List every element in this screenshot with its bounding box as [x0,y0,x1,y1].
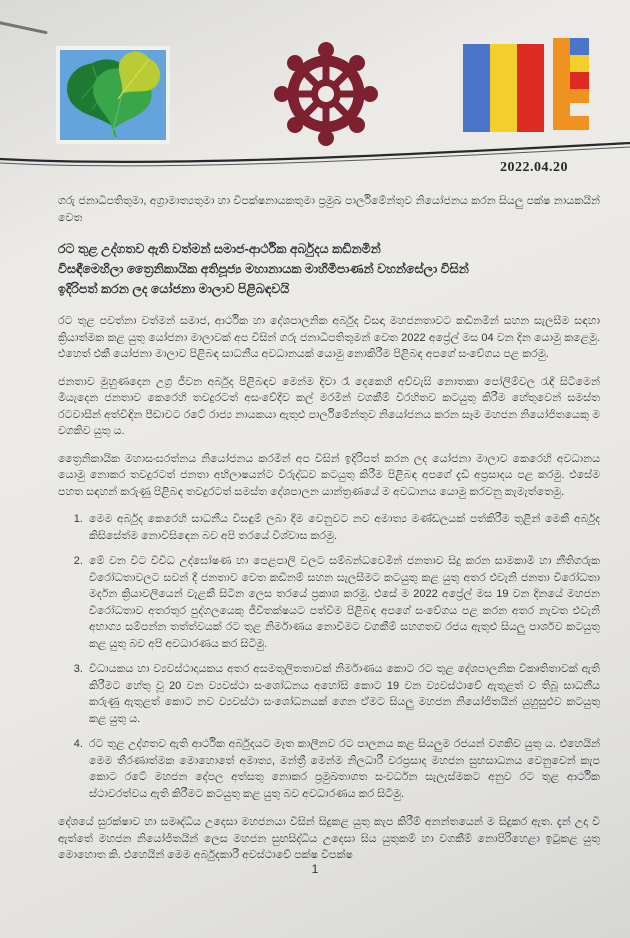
buddhist-flag-composite [553,38,589,130]
flag-stripe-yellow [490,44,517,132]
composite-yellow [570,55,589,72]
dharma-wheel-icon [272,38,380,150]
body-paragraphs [58,313,600,500]
paragraph: රට තුළ පවත්නා වත්මන් සමාජ, ආර්ථික හා දේශපාලනික අර්බුද විසඳා මහජනතාවට කඩිනමින් සහන සැලසීම සඳහා ක්‍රියාත්මක කළ යුතු යෝජනා මාලාවක් අප විසින් ගරු ජනාධිපතිතුමන් වෙත 2022 අප්‍රේල් මස 04 වන දින යොමු කළෙමු. එහෙත් එකී යෝජනා මාලාව පිළිබඳ සාධනීය අවධානයක් යොමු නොකිරීම පිළිබඳ අපගේ සංවේගය පළ කරමු. [58,315,600,360]
bo-leaf-graphic [60,50,166,140]
proposal-item: 2. මේ වන විට විවිධ උද්ඝෝෂණ හා පෙළපාලි වලට සම්බන්ධවෙමින් ජනතාව සිදු කරන සාමකාමී හා නීතිගරුක විරෝධතාවලට සවන් දී ජනතාව වෙත කඩිනම් සහන සැලසීමට කටයුතු කළ යුතු අතර එවැනි ජනතා විරෝධතා මර්දන ක්‍රියාවලියෙන් වැළකී සිටින ලෙස තරයේ ප්‍රකාශ කරමු. එසේ ම 2022 අප්‍රේල් මස 19 වන දිනයේ මහජන විරෝධතාව අතරතුර පුද්ගලයෙකු ජීවිතක්ෂයට පත්වීම පිළිබඳ අපගේ සංවේගය පළ කරන අතර නැවත එවැනි අභාග්‍ය සම්පන්න තත්ත්වයක් රට තුළ නිර්මාණය නොවීමට වගකීම් සහගතව රජය ඇතුළු සියලු පාර්ශව කටයුතු කළ යුතු බව අපි අවධාරණය කර සිටිමු. [86,553,600,652]
letter-date: 2022.04.20 [500,160,568,175]
buddhist-flag-stripes [463,44,544,132]
paragraph: ත්‍රෛනිකායික මහාසංඝරත්නය නියෝජනය කරමින් අප විසින් ඉදිරිපත් කරන ලද යෝජනා මාලාව කෙරෙහි අවධානය යොමු නොකර තවදුරටත් ජනතා අභිලාෂයන්ට විරුද්ධව කටයුතු කිරීම පිළිබඳ අපගේ දැඩි අප්‍රසාදය පළ කරමු. එසේම පහත සඳහන් කරුණු පිළිබඳ තවදුරටත් සමස්ත දේශපාලන යාන්ත්‍රණයේ ම අවධානය යොමු කරවනු කැමැත්තෙමු. [58,452,600,498]
flag-stripe-orange [553,38,570,130]
bo-leaves-image [60,50,166,140]
flag-composite-column [570,38,589,130]
paragraph: ජනතාව මුහුණදෙන උග්‍ර ජීවන අර්බුද පිළිබඳව මෙන්ම දිවා රෑ දෙකෙහි අව්වැසි නොතකා පෝලිම්වල රැඳී සිටීමෙන් මියැදෙන ජනතාව කෙරෙහි තවදුරටත් අසංවේදීව කල් මරමින් වගකීම් විරහිතව කටයුතු කිරීම හේතුවෙන් සමස්ත රටවාසීන් අත්විඳින පීඩාවට රටේ රාජ්‍ය නායකයා ඇතුළු පාර්ලිමේන්තුව නියෝජනය කරන සෑම මහජන නියෝජිතයෙකු ම වගකිව යුතු ය. [58,375,600,437]
dharma-wheel-graphic [272,38,380,150]
composite-blue [570,38,589,55]
composite-white [570,103,589,116]
composite-orange [570,116,589,130]
subject-heading [58,239,600,299]
salutation: ගරු ජනාධිපතිතුමා, අග්‍රාමාත්‍යතුමා හා විපක්ෂනායකතුමා ප්‍රමුඛ පාර්ලිමේන්තුව නියෝජනය කරන සියලු පක්ෂ නායකයින් වෙත [58,195,600,224]
closing-paragraph: දේශයේ සුරක්ෂාව හා සමෘද්ධිය උදෙසා මහජනයා විසින් සිදුකළ යුතු කැප කිරීම් අනන්තයෙන් ම සිදුකර ඇත. දැන් උදා වී ඇත්තේ මහජන නියෝජිතයින් ලෙස මහජන සුභසිද්ධිය උදෙසා සිය යුතුකම් හා වගකීම් නොපිරිහෙළා ඉටුකළ යුතු මොහොත කි. එහෙයින් මෙම අර්බුදකාරී අවස්ථාවේ පක්ෂ විපක්ෂ [58,816,600,861]
composite-orange [570,89,589,103]
proposal-list [58,511,600,802]
subject-line: විසඳීමෙහිලා ත්‍රෛනිකායික අතිපූජ්‍ය මහානායක මාහිමිපාණන් වහන්සේලා විසින් [58,262,469,276]
subject-line: ඉදිරිපත් කරන ලද යෝජනා මාලාව පිළිබඳවයි [58,282,290,296]
subject-line: රට තුළ උද්ගතව ඇති වත්මන් සමාජ-ආර්ථික අර්බුදය කඩිනමින් [58,242,381,256]
proposal-item: 3. විධායකය හා ව්‍යවස්ථාදායකය අතර අසමතුලිතතාවක් නිර්මාණය කොට රට තුළ දේශපාලනික විකෘතිතාවක් ඇති කිරීමට හේතු වූ 20 වන ව්‍යවස්ථා සංශෝධනය අහෝසි කොට 19 වන ව්‍යවස්ථාවේ ඇතුළත් ව තිබූ සාධනීය කරුණු ඇතුළත් කොට නව ව්‍යවස්ථා සංශෝධනයක් ගෙන ඒමට සියලු මහජන නියෝජිතයින් යුහුසුළුව කටයුතු කළ යුතු ය. [86,661,600,727]
letter-body [58,193,600,875]
composite-red [570,72,589,89]
proposal-item: 1. මෙම අර්බුද කෙරෙහි සාධනීය විසඳුම් ලබා දීම වෙනුවට නව අමාත්‍ය මණ්ඩලයක් පත්කිරීම තුළින් මෙකී අර්බුද කිසිසේත්ම නොවිසිඳෙන බව අපි තරයේ විශ්වාස කරමු. [86,511,600,544]
page-number: 1 [311,862,319,876]
flag-stripe-blue [463,44,490,132]
proposal-item: 4. රට තුළ උද්ගතව ඇති ආර්ථික අර්බුදයට මෑත කාලීනව රට පාලනය කළ සියලුම රජයන් වගකිව යුතු ය. එහෙයින් මෙම තීරණාත්මක මොහොතේ අමාත්‍ය, මන්ත්‍රී මෙන්ම නිලධාරී වරප්‍රසාද මහජන සුභසාධනය වෙනුවෙන් කැප කොට රටේ මහජන දේපල අත්සතු නොකර ප්‍රමුඛතාගත සංවර්ධන සැලැස්මකට අනුව රට තුළ ආර්ථික ස්ථාවරත්වය ඇති කිරීමට කටයුතු කළ යුතු බව අවධාරණය කර සිටිමු. [86,736,600,802]
buddhist-flag [463,38,589,134]
flag-stripe-red [517,44,544,132]
letterhead [0,0,630,160]
